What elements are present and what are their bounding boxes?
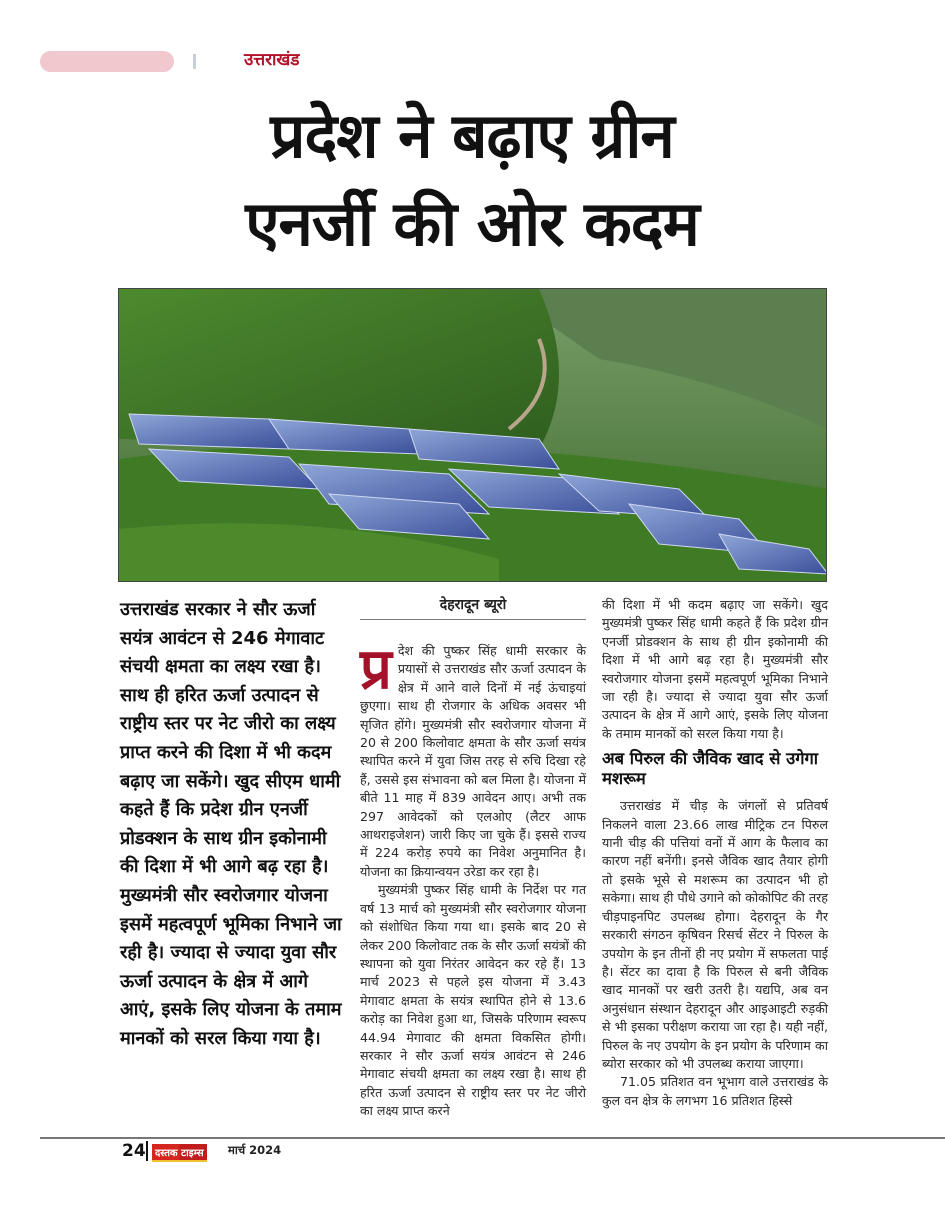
article-paragraph: की दिशा में भी कदम बढ़ाए जा सकेंगे। खुद मुख्यमंत्री पुष्कर सिंह धामी कहते हैं कि प्रदेश ग्रीन एनर्जी प्रोडक्शन के साथ ही ग्रीन इकोनामी की दिशा में भी आगे बढ़ रहा है। मुख्यमंत्री सौर स्वरोजगार योजना इसमें महत्वपूर्ण भूमिका निभाने जा रही है। ज्यादा से ज्यादा युवा सौर ऊर्जा उत्पादन के क्षेत्र में आगे आएं, इसके लिए योजना के तमाम मानकों को सरल किया गया है। (602, 597, 828, 741)
header-divider (193, 54, 196, 69)
subheading: अब पिरुल की जैविक खाद से उगेगा मशरूम (602, 749, 819, 789)
page-number: 24 (122, 1141, 146, 1161)
issue-date: मार्च 2024 (228, 1143, 282, 1157)
section-label: उत्तराखंड (244, 50, 300, 70)
photo-illustration (119, 289, 827, 582)
byline: देहरादून ब्यूरो (360, 595, 586, 620)
article-paragraph: उत्तराखंड में चीड़ के जंगलों से प्रतिवर्ष निकलने वाला 23.66 लाख मीट्रिक टन पिरुल यानी चीड़ की पत्तियां वनों में आग के फैलाव का कारण नहीं बनेंगी। इनसे जैविक खाद तैयार होगी तो इसके भूसे से मशरूम का उत्पादन भी हो सकेगा। साथ ही पौधे उगाने को कोकोपिट की तरह चीड़पाइनपिट उपलब्ध होगा। देहरादून के गैर सरकारी संगठन कृषिवन रिसर्च सेंटर ने पिरुल के उपयोग के इन तीनों ही नए प्रयोग में सफलता पाई है। सेंटर का दावा है कि पिरुल से बनी जैविक खाद मानकों पर खरी उतरी है। यद्यपि, अब वन अनुसंधान संस्थान देहरादून और आइआइटी रुड़की से भी इसका परीक्षण कराया जा रहा है। यही नहीं, पिरुल के नए उपयोग के इन प्रयोग के परिणाम का ब्योरा सरकार को भी उपलब्ध कराया जाएगा। (602, 798, 828, 1071)
article-paragraph: मुख्यमंत्री पुष्कर सिंह धामी के निर्देश पर गत वर्ष 13 मार्च को मुख्यमंत्री सौर स्वरोजगार योजना को संशोधित किया गया था। इसके बाद 20 से लेकर 200 किलोवाट तक के सौर ऊर्जा सयंत्रों की स्थापना को युवा निरंतर आवेदन कर रहे हैं। 13 मार्च 2023 से पहले इस योजना में 3.43 मेगावाट क्षमता के सयंत्र स्थापित होने से 13.6 करोड़ का निवेश हुआ था, जिसके परिणाम स्वरूप 44.94 मेगावाट की क्षमता विकसित होगी। सरकार ने सौर ऊर्जा सयंत्र आवंटन से 246 मेगावाट संचयी क्षमता का लक्ष्य रखा है। साथ ही हरित ऊर्जा उत्पादन से राष्ट्रीय स्तर पर नेट जीरो का लक्ष्य प्राप्त करने (360, 882, 586, 1119)
article-paragraph: 71.05 प्रतिशत वन भूभाग वाले उत्तराखंड के कुल वन क्षेत्र के लगभग 16 प्रतिशत हिस्से (602, 1074, 828, 1108)
pull-quote: उत्तराखंड सरकार ने सौर ऊर्जा सयंत्र आवंटन से 246 मेगावाट संचयी क्षमता का लक्ष्य रखा है। साथ ही हरित ऊर्जा उत्पादन से राष्ट्रीय स्तर पर नेट जीरो का लक्ष्य प्राप्त करने की दिशा में भी कदम बढ़ाए जा सकेंगे। खुद सीएम धामी कहते हैं कि प्रदेश ग्रीन एनर्जी प्रोडक्शन के साथ ग्रीन इकोनामी की दिशा में भी आगे बढ़ रहा है। मुख्यमंत्री सौर स्वरोजगार योजना इसमें महत्वपूर्ण भूमिका निभाने जा रही है। ज्यादा से ज्यादा युवा सौर ऊर्जा उत्पादन के क्षेत्र में आगे आएं, इसके लिए योजना के तमाम मानकों को सरल किया गया है। (120, 599, 342, 1049)
headline (118, 92, 826, 268)
article-column-2 (360, 637, 586, 1121)
drop-cap: प्र (360, 637, 392, 702)
header-pill-decoration (40, 51, 174, 72)
headline-line-1: प्रदेश ने बढ़ाए ग्रीन (270, 99, 674, 172)
headline-line-2: एनर्जी की ओर कदम (245, 187, 699, 260)
magazine-logo: दस्तक टाइम्स (152, 1144, 207, 1162)
footer-divider (40, 1137, 945, 1139)
solar-panels-photo (118, 288, 827, 582)
article-paragraph: देश की पुष्कर सिंह धामी सरकार के प्रयासों से उत्तराखंड सौर ऊर्जा उत्पादन के क्षेत्र में आने वाले दिनों में नई ऊंचाइयां छुएगा। साथ ही रोजगार के अधिक अवसर भी सृजित होंगे। मुख्यमंत्री सौर स्वरोजगार योजना में 20 से 200 किलोवाट क्षमता के सौर ऊर्जा सयंत्र स्थापित करने में युवा जिस तरह से रुचि दिखा रहे हैं, उससे इस संभावना को बल मिला है। योजना में बीते 11 माह में 839 आवेदन आए। अभी तक 297 आवेदकों को एलओए (लैटर आफ आथराइजेशन) जारी किए जा चुके हैं। इससे राज्य में 224 करोड़ रुपये का निवेश अनुमानित है। योजना का क्रियान्वयन उरेडा कर रहा है। (360, 643, 586, 879)
footer-separator (146, 1141, 148, 1161)
article-column-3 (602, 596, 828, 1110)
